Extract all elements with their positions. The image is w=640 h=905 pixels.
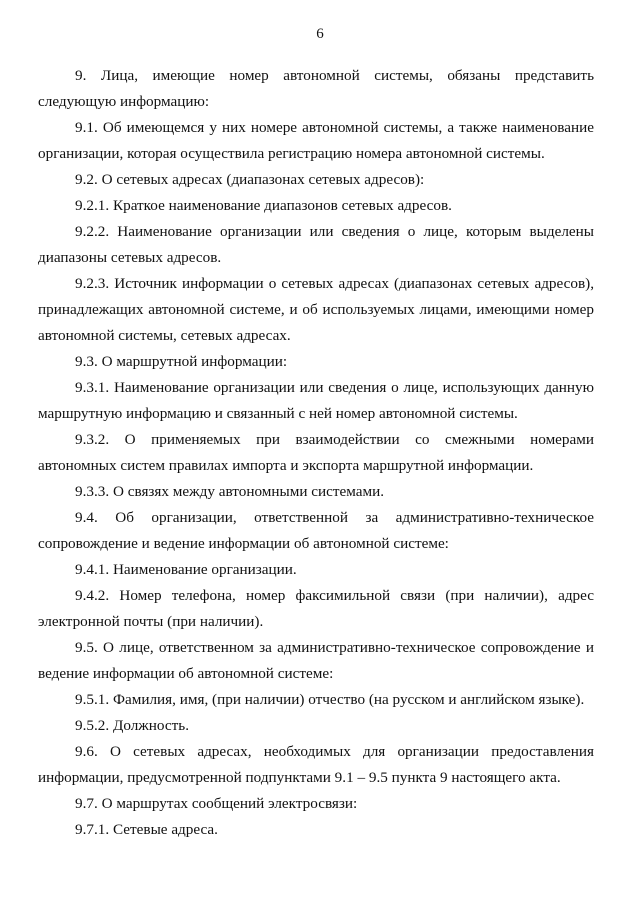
paragraph-9-7: 9.7. О маршрутах сообщений электросвязи: [75,795,358,812]
paragraph-9-2-2: 9.2.2. Наименование организации или сведения о лице, которым выделены диапазоны сетевых адресов. [38,223,594,266]
paragraph-9-7-1: 9.7.1. Сетевые адреса. [75,821,218,838]
paragraph-9-1: 9.1. Об имеющемся у них номере автономной системы, а также наименование организации, которая осуществила регистрацию номера автономной системы. [38,119,594,162]
paragraph-9-6: 9.6. О сетевых адресах, необходимых для организации предоставления информации, предусмотренной подпунктами 9.1 – 9.5 пункта 9 настоящего акта. [38,743,594,786]
paragraph-9-4-2: 9.4.2. Номер телефона, номер факсимильной связи (при наличии), адрес электронной почты (при наличии). [38,587,594,630]
paragraph-9-4-1: 9.4.1. Наименование организации. [75,561,297,578]
page-number: 6 [316,26,324,42]
paragraph-9-3-2: 9.3.2. О применяемых при взаимодействии со смежными номерами автономных систем правилах импорта и экспорта маршрутной информации. [38,431,594,474]
paragraph-9-2-1: 9.2.1. Краткое наименование диапазонов сетевых адресов. [75,197,452,214]
document-body [38,63,594,843]
paragraph-9-2-3: 9.2.3. Источник информации о сетевых адресах (диапазонах сетевых адресов), принадлежащих автономной системе, и об используемых лицами, имеющими номер автономной системы, сетевых адресах. [38,275,594,344]
paragraph-9-2: 9.2. О сетевых адресах (диапазонах сетевых адресов): [75,171,425,188]
paragraph-9-3-3: 9.3.3. О связях между автономными системами. [75,483,385,500]
paragraph-9-5-1: 9.5.1. Фамилия, имя, (при наличии) отчество (на русском и английском языке). [75,691,585,708]
paragraph-9-3: 9.3. О маршрутной информации: [75,353,288,370]
paragraph-9-4: 9.4. Об организации, ответственной за административно-техническое сопровождение и ведение информации об автономной системе: [38,509,594,552]
paragraph-9: 9. Лица, имеющие номер автономной системы, обязаны представить следующую информацию: [38,67,594,110]
paragraph-9-3-1: 9.3.1. Наименование организации или сведения о лице, использующих данную маршрутную информацию и связанный с ней номер автономной системы. [38,379,594,422]
paragraph-9-5: 9.5. О лице, ответственном за административно-техническое сопровождение и ведение информации об автономной системе: [38,639,594,682]
paragraph-9-5-2: 9.5.2. Должность. [75,717,189,734]
